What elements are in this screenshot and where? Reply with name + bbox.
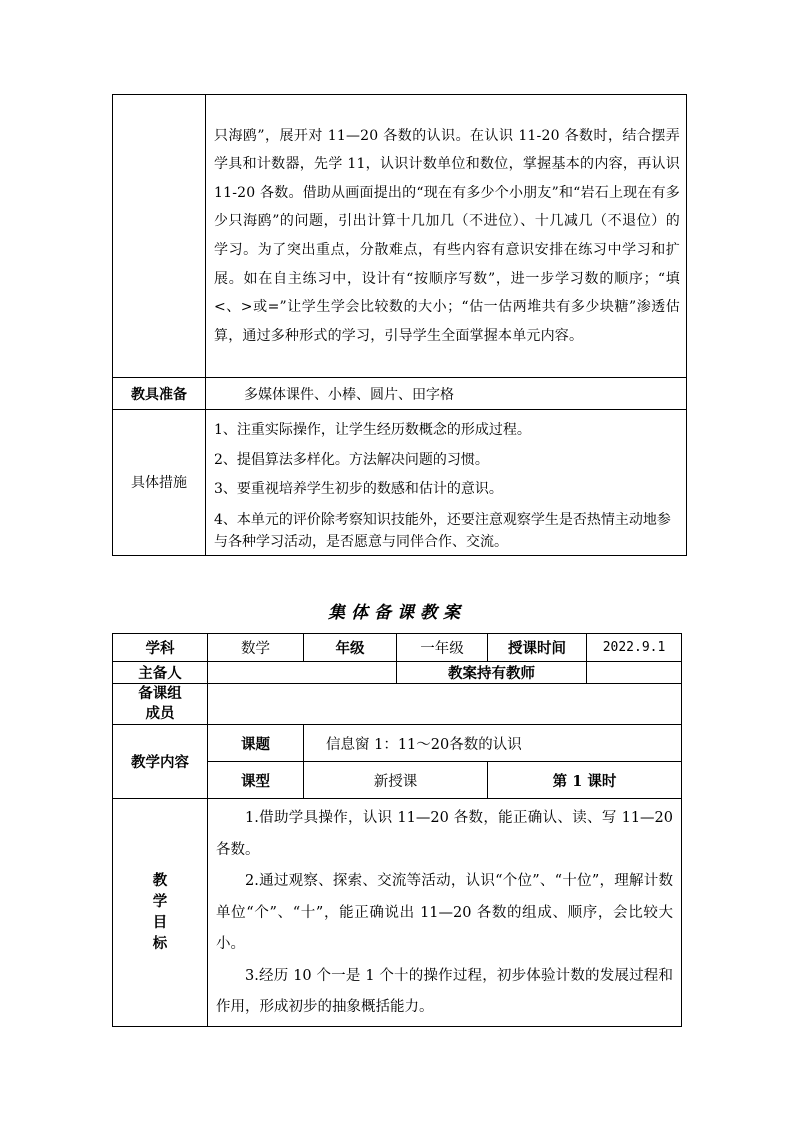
lesson-plan-table xyxy=(112,633,682,1027)
goal-item: 3.经历 10 个一是 1 个十的操作过程，初步体验计数的发展过程和作用，形成初步的抽象概括能力。 xyxy=(216,967,673,1015)
intro-paragraph: 只海鸥”，展开对 11—20 各数的认识。在认识 11-20 各数时，结合摆弄学具和计数器，先学 11，认识计数单位和数位，掌握基本的内容，再认识 11-20 各数。借助从画面提出的“现在有多少个小朋友”和“岩石上现在有多少只海鸥”的问题，引出计算十几加几（不进位）、十几减几（不退位）的学习。为了突出重点，分散难点，有些内容有意识安排在练习中学习和扩展。如在自主练习中，设计有“按顺序写数”，进一步学习数的顺序；“填<、>或=”让学生学会比较数的大小；“估一估两堆共有多少块糖”渗透估算，通过多种形式的学习，引导学生全面掌握本单元内容。 xyxy=(206,95,687,378)
type-value: 新授课 xyxy=(304,762,488,799)
goals-label-char: 目 xyxy=(152,914,168,932)
equipment-label: 教具准备 xyxy=(113,378,206,410)
intro-row xyxy=(113,95,687,378)
group-label xyxy=(113,684,208,725)
topic-value: 信息窗 1：11～20各数的认识 xyxy=(304,725,682,762)
goals-label-char: 标 xyxy=(152,935,168,953)
goals-label xyxy=(113,799,208,1027)
measure-item: 3、要重视培养学生初步的数感和估计的意识。 xyxy=(214,481,503,497)
measure-item: 1、注重实际操作，让学生经历数概念的形成过程。 xyxy=(214,422,531,438)
equipment-value: 多媒体课件、小棒、圆片、田字格 xyxy=(206,378,687,410)
preparer-value xyxy=(208,662,397,684)
period-value: 第 1 课时 xyxy=(488,762,682,799)
measures-label: 具体措施 xyxy=(113,410,206,556)
goals-label-char: 教 xyxy=(152,872,168,890)
intro-label-cell xyxy=(113,95,206,378)
goals-label-char: 学 xyxy=(152,893,168,911)
group-label-line: 成员 xyxy=(145,705,175,722)
measures-cell xyxy=(206,410,687,556)
subject-label: 学科 xyxy=(113,634,208,662)
subject-value: 数学 xyxy=(208,634,304,662)
page-title: 集体备课教案 xyxy=(328,603,466,623)
goals-cell xyxy=(208,799,682,1027)
topic-row xyxy=(113,725,682,762)
goal-item: 1.借助学具操作，认识 11—20 各数，能正确认、读、写 11—20 各数。 xyxy=(216,810,673,858)
measure-item: 2、提倡算法多样化。方法解决问题的习惯。 xyxy=(214,451,489,468)
measure-item: 4、本单元的评价除考察知识技能外，还要注意观察学生是否热情主动地参与各种学习活动，是否愿意与同伴合作、交流。 xyxy=(214,511,671,550)
holder-value xyxy=(587,662,682,684)
grade-label: 年级 xyxy=(304,634,397,662)
unit-plan-table xyxy=(112,94,687,556)
type-label: 课型 xyxy=(208,762,304,799)
preparer-row xyxy=(113,662,682,684)
group-label-line: 备课组 xyxy=(138,685,182,702)
equipment-row xyxy=(113,378,687,410)
header-row xyxy=(113,634,682,662)
goals-row xyxy=(113,799,682,1027)
preparer-label: 主备人 xyxy=(113,662,208,684)
measures-row xyxy=(113,410,687,556)
grade-value: 一年级 xyxy=(397,634,488,662)
group-value xyxy=(208,684,682,725)
topic-label: 课题 xyxy=(208,725,304,762)
holder-label: 教案持有教师 xyxy=(397,662,587,684)
date-value: 2022.9.1 xyxy=(587,634,682,662)
date-label: 授课时间 xyxy=(488,634,587,662)
group-row xyxy=(113,684,682,725)
goal-item: 2.通过观察、探索、交流等活动，认识“个位”、“十位”，理解计数单位“个”、“十”，能正确说出 11—20 各数的组成、顺序，会比较大小。 xyxy=(216,873,673,952)
content-label: 教学内容 xyxy=(113,725,208,799)
